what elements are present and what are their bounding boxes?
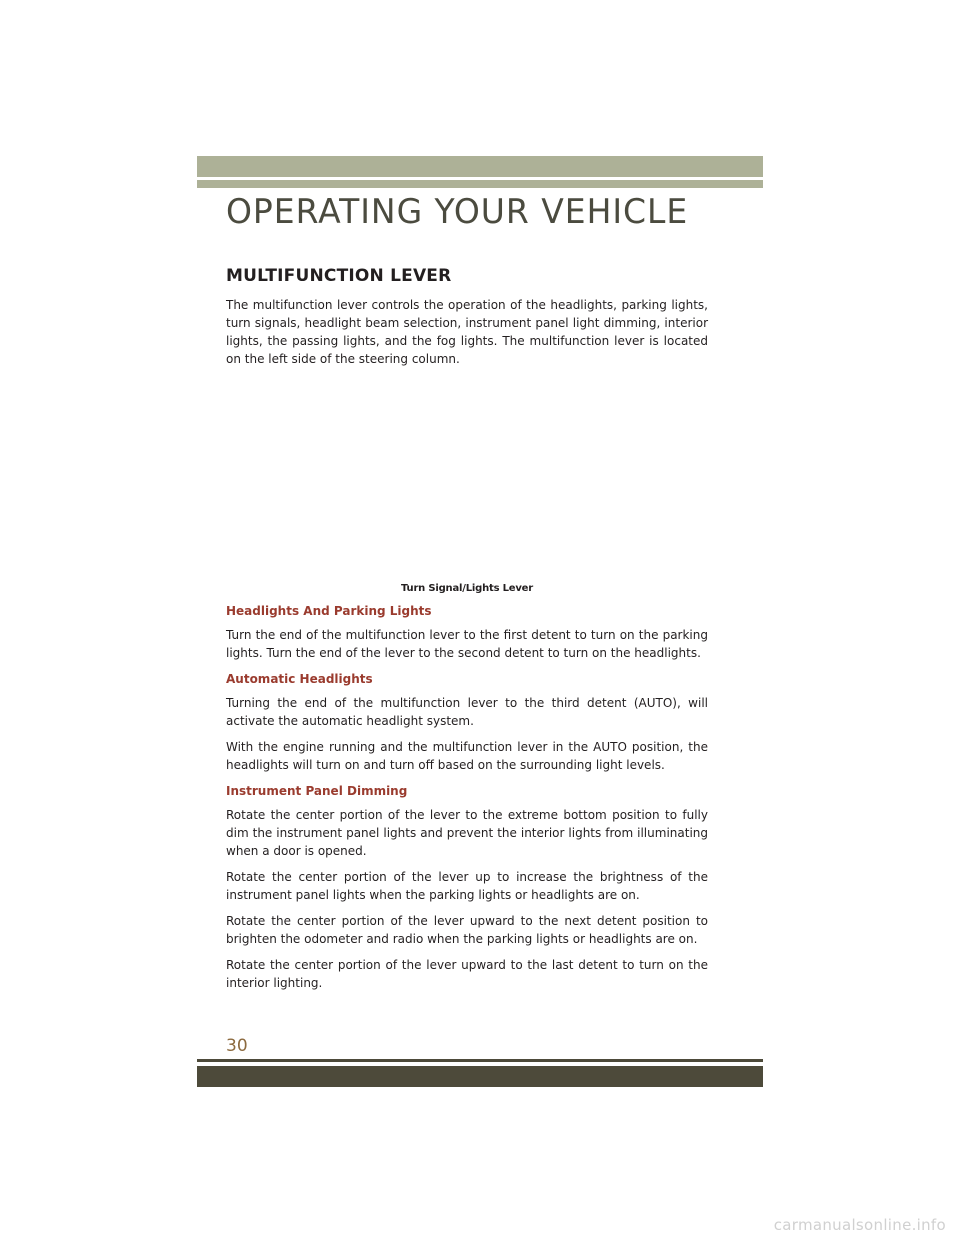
body-paragraph: Rotate the center portion of the lever upward to the next detent position to brighten the odometer and radio when the parking lights or headlights are on. xyxy=(226,914,708,946)
subsection-title: Instrument Panel Dimming xyxy=(226,784,408,798)
lever-figure xyxy=(226,376,708,594)
subsection-title: Automatic Headlights xyxy=(226,672,373,686)
body-paragraph: Turning the end of the multifunction lever to the third detent (AUTO), will activate the automatic headlight system. xyxy=(226,696,708,728)
subsection-instrument-panel-dimming xyxy=(226,784,708,992)
body-paragraph: Rotate the center portion of the lever up to increase the brightness of the instrument panel lights when the parking lights or headlights are on. xyxy=(226,870,708,902)
chapter-title: OPERATING YOUR VEHICLE xyxy=(226,192,689,232)
body-paragraph: Rotate the center portion of the lever to the extreme bottom position to fully dim the instrument panel lights and prevent the interior lights from illuminating when a door is opened. xyxy=(226,808,708,858)
subsection-automatic-headlights xyxy=(226,672,708,774)
body-paragraph: With the engine running and the multifunction lever in the AUTO position, the headlights will turn on and turn off based on the surrounding light levels. xyxy=(226,740,708,772)
header-bar xyxy=(197,156,763,177)
subsection-headlights-parking xyxy=(226,604,708,662)
watermark: carmanualsonline.info xyxy=(773,1216,946,1234)
body-paragraph: Turn the end of the multifunction lever to the first detent to turn on the parking lights. Turn the end of the lever to the second detent to turn on the headlights. xyxy=(226,628,708,660)
footer-divider xyxy=(197,1059,763,1062)
header-divider xyxy=(197,180,763,188)
section-title: MULTIFUNCTION LEVER xyxy=(226,266,452,286)
subsection-title: Headlights And Parking Lights xyxy=(226,604,432,618)
footer-bar xyxy=(197,1066,763,1087)
intro-paragraph: The multifunction lever controls the operation of the headlights, parking lights, turn signals, headlight beam selection, instrument panel light dimming, interior lights, the passing lights, and the fog lights. The multifunction lever is located on the left side of the steering column. xyxy=(226,298,708,366)
page-content xyxy=(226,266,708,1000)
body-paragraph: Rotate the center portion of the lever upward to the last detent to turn on the interior lighting. xyxy=(226,958,708,990)
page-number: 30 xyxy=(226,1036,248,1056)
figure-caption: Turn Signal/Lights Lever xyxy=(401,583,533,594)
